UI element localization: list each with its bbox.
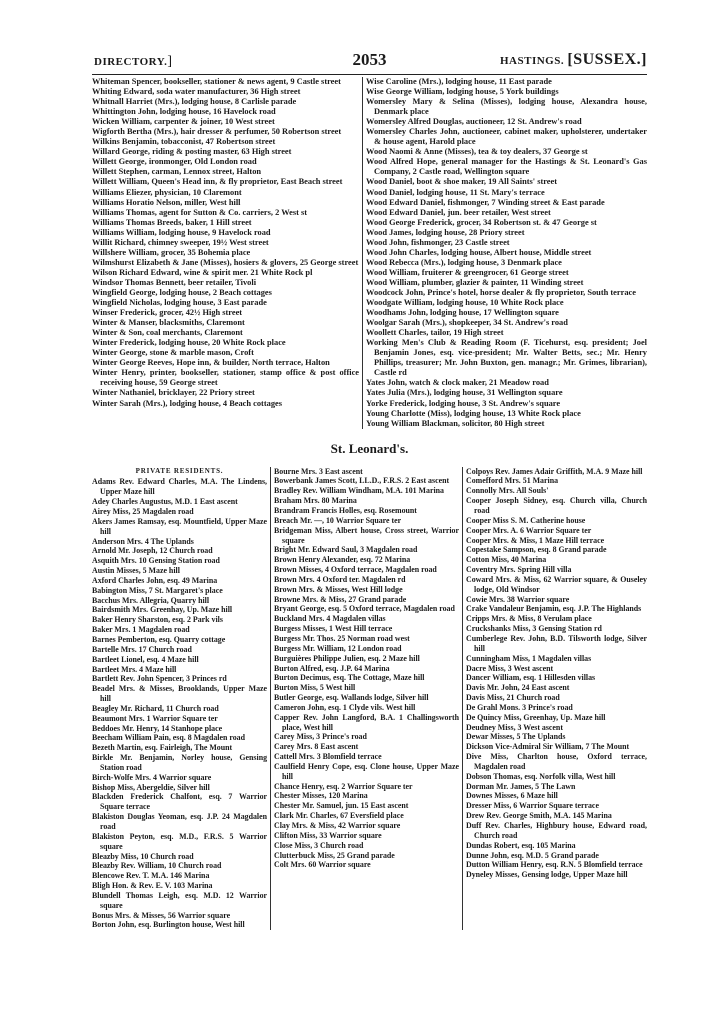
list-item: Barnes Pemberton, esq. Quarry cottage	[92, 634, 226, 644]
list-item: Coward Mrs. & Miss, 62 Warrior square, & Ouseley lodge, Old Windsor	[466, 574, 647, 594]
list-item: Butler George, esq. Wallands lodge, Silver hill	[274, 693, 429, 703]
list-item: Windsor Thomas Bennett, beer retailer, Tivoli	[92, 277, 257, 287]
list-item: Winter George Reeves, Hope inn, & builder, North terrace, Halton	[92, 358, 330, 368]
list-item: Dacre Miss, 3 West ascent	[466, 663, 554, 673]
list-item: Asquith Mrs. 10 Gensing Station road	[92, 556, 220, 566]
list-item: Woolgar Sarah (Mrs.), shopkeeper, 34 St. Andrew's road	[366, 318, 568, 328]
st-leonards-column-1	[92, 467, 271, 931]
list-item: Bridgeman Miss, Albert house, Cross street, Warrior square	[274, 525, 459, 545]
list-item: Womersley Charles John, auctioneer, cabinet maker, upholsterer, undertaker & house agent, Harold place	[366, 127, 647, 147]
list-item: Cattell Mrs. 3 Blomfield terrace	[274, 752, 382, 762]
list-item: Birch-Wolfe Mrs. 4 Warrior square	[92, 772, 212, 782]
running-head-right: HASTINGS. [SUSSEX.]	[500, 51, 647, 68]
list-item: Wood Daniel, boot & shoe maker, 19 All Saints' street	[366, 177, 558, 187]
list-item: Blakiston Douglas Yeoman, esq. J.P. 24 Magdalen road	[92, 812, 268, 832]
list-item: Wood James, lodging house, 28 Priory street	[366, 227, 525, 237]
list-item: Dyneley Misses, Gensing lodge, Upper Maze hill	[466, 870, 628, 880]
list-item: Cunningham Miss, 1 Magdalen villas	[466, 653, 592, 663]
list-item: Bartlett Rev. John Spencer, 3 Princes rd	[92, 674, 227, 684]
list-item: Burgess Mr. William, 12 London road	[274, 643, 402, 653]
list-item: Young William Blackman, solicitor, 80 High street	[366, 418, 545, 428]
st-leonards-column-1-entries	[92, 477, 267, 930]
list-item: Wood William, plumber, glazier & painter, 11 Winding street	[366, 277, 584, 287]
list-item: Yates John, watch & clock maker, 21 Meadow road	[366, 378, 549, 388]
list-item: Woodgate William, lodging house, 10 White Rock place	[366, 298, 564, 308]
page-header	[92, 48, 647, 70]
list-item: Bowerbank James Scott, LL.D., F.R.S. 2 East ascent	[274, 476, 450, 486]
list-item: Cripps Mrs. & Miss, 8 Verulam place	[466, 614, 592, 624]
list-item: Bacchus Mrs. Allegria, Quarry hill	[92, 595, 210, 605]
list-item: Willshere William, grocer, 35 Bohemia place	[92, 247, 251, 257]
list-item: Dancer William, esq. 1 Hillesden villas	[466, 673, 596, 683]
list-item: Dresser Miss, 6 Warrior Square terrace	[466, 801, 599, 811]
list-item: Bartelle Mrs. 17 Church road	[92, 644, 192, 654]
list-item: Wood Edward Daniel, fishmonger, 7 Winding street & East parade	[366, 197, 605, 207]
list-item: Winter Henry, printer, bookseller, stationer, stamp office & post office receiving house, 59 George street	[92, 368, 360, 388]
list-item: Deudney Miss, 3 West ascent	[466, 722, 563, 732]
list-item: Woodcock John, Prince's hotel, horse dealer & fly proprietor, South terrace	[366, 287, 636, 297]
list-item: Cameron John, esq. 1 Clyde vils. West hill	[274, 702, 416, 712]
list-item: Bligh Hon. & Rev. E. V. 103 Marina	[92, 881, 213, 891]
list-item: Chance Henry, esq. 2 Warrior Square ter	[274, 781, 413, 791]
list-item: Bairdsmith Mrs. Greenhay, Up. Maze hill	[92, 605, 233, 615]
list-item: Bleazby Miss, 10 Church road	[92, 851, 194, 861]
list-item: Wood John Charles, lodging house, Albert house, Middle street	[366, 247, 592, 257]
list-item: Dobson Thomas, esq. Norfolk villa, West hill	[466, 771, 616, 781]
list-item: Clifton Miss, 33 Warrior square	[274, 830, 382, 840]
list-item: Carey Miss, 3 Prince's road	[274, 732, 367, 742]
list-item: Winter & Manser, blacksmiths, Claremont	[92, 318, 245, 328]
section-title: St. Leonard's.	[330, 440, 409, 456]
list-item: Cruckshanks Miss, 3 Gensing Station rd	[466, 624, 602, 634]
running-head-left: DIRECTORY.]	[94, 54, 173, 69]
list-item: Bishop Miss, Abergeldie, Silver hill	[92, 782, 210, 792]
st-leonards-listing	[92, 467, 647, 931]
section-subheading: PRIVATE RESIDENTS.	[135, 466, 224, 475]
list-item: Axford Charles John, esq. 49 Marina	[92, 575, 218, 585]
list-item: Woodhams John, lodging house, 17 Wellington square	[366, 308, 559, 318]
list-item: Wood Naomi & Anne (Misses), tea & toy dealers, 37 George st	[366, 147, 588, 157]
header-rule	[92, 74, 647, 75]
list-item: Colt Mrs. 60 Warrior square	[274, 860, 371, 870]
list-item: Wood Rebecca (Mrs.), lodging house, 3 Denmark place	[366, 257, 562, 267]
list-item: Williams Eliezer, physician, 10 Claremont	[92, 187, 242, 197]
list-item: Browne Mrs. & Miss, 27 Grand parade	[274, 594, 407, 604]
list-item: Dundas Robert, esq. 105 Marina	[466, 840, 576, 850]
list-item: Clark Mr. Charles, 67 Eversfield place	[274, 811, 404, 821]
st-leonards-column-3	[463, 467, 647, 931]
list-item: Bright Mr. Edward Saul, 3 Magdalen road	[274, 545, 418, 555]
list-item: Wood William, fruiterer & greengrocer, 61 George street	[366, 267, 569, 277]
list-item: Woollett Charles, tailor, 19 High street	[366, 328, 504, 338]
list-item: Willard George, riding & posting master, 63 High street	[92, 147, 292, 157]
list-item: Wigforth Bertha (Mrs.), hair dresser & perfumer, 50 Robertson street	[92, 127, 342, 137]
list-item: Willit Richard, chimney sweeper, 19½ West street	[92, 237, 269, 247]
list-item: De Grahl Mons. 3 Prince's road	[466, 702, 573, 712]
list-item: Wingfield George, lodging house, 2 Beach cottages	[92, 287, 272, 297]
list-item: Whiting Edward, soda water manufacturer, 36 High street	[92, 87, 301, 97]
list-item: Bartleet Lionel, esq. 4 Maze hill	[92, 654, 199, 664]
st-leonards-column-2	[271, 467, 463, 931]
list-item: Airey Miss, 25 Magdalen road	[92, 507, 194, 517]
list-item: Winser Frederick, grocer, 42½ High street	[92, 308, 243, 318]
list-item: Brown Mrs. 4 Oxford ter. Magdalen rd	[274, 574, 406, 584]
list-item: Whittington John, lodging house, 16 Havelock road	[92, 107, 276, 117]
list-item: Womersley Mary & Selina (Misses), lodging house, Alexandra house, Denmark place	[366, 97, 647, 117]
list-item: Wicken William, carpenter & joiner, 10 West street	[92, 117, 275, 127]
list-item: Davis Mr. John, 24 East ascent	[466, 683, 570, 693]
list-item: Davis Miss, 21 Church road	[466, 693, 560, 703]
list-item: De Quincy Miss, Greenhay, Up. Maze hill	[466, 712, 606, 722]
list-item: Winter & Son, coal merchants, Claremont	[92, 328, 243, 338]
list-item: Blackden Frederick Chalfont, esq. 7 Warrior Square terrace	[92, 792, 268, 812]
list-item: Akers James Ramsay, esq. Mountfield, Upper Maze hill	[92, 516, 268, 536]
list-item: Blencowe Rev. T. M.A. 146 Marina	[92, 871, 210, 881]
list-item: Beadel Mrs. & Misses, Brooklands, Upper Maze hill	[92, 684, 268, 704]
list-item: Clutterbuck Miss, 25 Grand parade	[274, 850, 395, 860]
list-item: Wise George William, lodging house, 5 York buildings	[366, 87, 559, 97]
list-item: Cooper Joseph Sidney, esq. Church villa, Church road	[466, 496, 647, 516]
list-item: Carey Mrs. 8 East ascent	[274, 742, 359, 752]
list-item: Winter George, stone & marble mason, Croft	[92, 348, 254, 358]
list-item: Blakiston Peyton, esq. M.D., F.R.S. 5 Warrior square	[92, 831, 268, 851]
list-item: Young Charlotte (Miss), lodging house, 13 White Rock place	[366, 408, 581, 418]
list-item: Bradley Rev. William Windham, M.A. 101 Marina	[274, 486, 444, 496]
list-item: Anderson Mrs. 4 The Uplands	[92, 536, 194, 546]
list-item: Williams Horatio Nelson, miller, West hill	[92, 197, 241, 207]
list-item: Wood George Frederick, grocer, 34 Robertson st. & 47 George st	[366, 217, 597, 227]
hastings-column-2	[363, 77, 647, 429]
list-item: Burton Miss, 5 West hill	[274, 683, 356, 693]
list-item: Williams Thomas, agent for Sutton & Co. carriers, 2 West st	[92, 207, 308, 217]
list-item: Dive Miss, Charlton house, Oxford terrace, Magdalen road	[466, 752, 647, 771]
list-item: Beaumont Mrs. 1 Warrior Square ter	[92, 713, 218, 723]
list-item: Cowie Mrs. 38 Warrior square	[466, 594, 570, 604]
list-item: Williams William, lodging house, 9 Havelock road	[92, 227, 271, 237]
list-item: Whitnall Harriet (Mrs.), lodging house, 8 Carlisle parade	[92, 97, 297, 107]
list-item: Baker Mrs. 1 Magdalen road	[92, 625, 190, 635]
list-item: Chester Misses, 120 Marina	[274, 791, 368, 801]
list-item: Copestake Sampson, esq. 8 Grand parade	[466, 545, 607, 555]
list-item: Winter Sarah (Mrs.), lodging house, 4 Beach cottages	[92, 398, 282, 408]
list-item: Wilmshurst Elizabeth & Jane (Misses), hosiers & glovers, 25 George street	[92, 257, 359, 267]
list-item: Austin Misses, 5 Maze hill	[92, 566, 180, 576]
list-item: Close Miss, 3 Church road	[274, 840, 364, 850]
list-item: Dickson Vice-Admiral Sir William, 7 The Mount	[466, 742, 630, 752]
page-number: 2053	[352, 50, 387, 69]
list-item: Bourne Mrs. 3 East ascent	[274, 466, 363, 476]
list-item: Willett William, Queen's Head inn, & fly proprietor, East Beach street	[92, 177, 343, 187]
list-item: Wood Alfred Hope, general manager for the Hastings & St. Leonard's Gas Company, 2 Castle road, Wellington square	[366, 157, 647, 177]
list-item: Borton John, esq. Burlington house, West hill	[92, 920, 245, 930]
list-item: Beecham William Pain, esq. 8 Magdalen road	[92, 733, 245, 743]
list-item: Working Men's Club & Reading Room (F. Ticehurst, esq. president; Joel Benjamin Jones, esq. vice-president; Mr. Walter Betts, sec.; Mr. Henry Phillips, treasurer; Mr. John Buxton, gen. managr.; Mr. Grimes, librarian), Castle rd	[366, 338, 647, 378]
list-item: Burgess Misses, 1 West Hill terrace	[274, 624, 393, 634]
list-item: Blundell Thomas Leigh, esq. M.D. 12 Warrior square	[92, 890, 268, 910]
list-item: Caulfield Henry Cope, esq. Clone house, Upper Maze hill	[274, 761, 459, 781]
list-item: Coventry Mrs. Spring Hill villa	[466, 565, 572, 575]
list-item: Bleazby Rev. William, 10 Church road	[92, 861, 222, 871]
list-item: Williams Thomas Breeds, baker, 1 Hill street	[92, 217, 252, 227]
list-item: Willett George, ironmonger, Old London road	[92, 157, 257, 167]
list-item: Brown Mrs. & Misses, West Hill lodge	[274, 584, 403, 594]
list-item: Brown Misses, 4 Oxford terrace, Magdalen road	[274, 565, 437, 575]
list-item: Comefford Mrs. 51 Marina	[466, 476, 559, 486]
list-item: Willett Stephen, carman, Lennox street, Halton	[92, 167, 262, 177]
directory-page	[92, 48, 647, 930]
list-item: Downes Misses, 6 Maze hill	[466, 791, 558, 801]
list-item: Duff Rev. Charles, Highbury house, Edward road, Church road	[466, 821, 647, 840]
list-item: Whiteman Spencer, bookseller, stationer & news agent, 9 Castle street	[92, 77, 341, 86]
list-item: Beagley Mr. Richard, 11 Church road	[92, 703, 219, 713]
list-item: Adey Charles Augustus, M.D. 1 East ascent	[92, 497, 238, 507]
list-item: Chester Mr. Samuel, jun. 15 East ascent	[274, 801, 409, 811]
list-item: Baker Henry Sharston, esq. 2 Park vils	[92, 615, 223, 625]
list-item: Birkle Mr. Benjamin, Norley house, Gensing Station road	[92, 753, 268, 772]
list-item: Bartleet Mrs. 4 Maze hill	[92, 664, 177, 674]
list-item: Wilkins Benjamin, tobacconist, 47 Robertson street	[92, 137, 276, 147]
list-item: Bezeth Martin, esq. Fairleigh, The Mount	[92, 743, 233, 753]
list-item: Drew Rev. George Smith, M.A. 145 Marina	[466, 811, 612, 821]
list-item: Winter Frederick, lodging house, 20 White Rock place	[92, 338, 286, 348]
list-item: Buckland Mrs. 4 Magdalen villas	[274, 614, 386, 624]
list-item: Cooper Miss S. M. Catherine house	[466, 515, 586, 525]
list-item: Winter Nathaniel, bricklayer, 22 Priory street	[92, 388, 255, 398]
list-item: Wood John, fishmonger, 23 Castle street	[366, 237, 510, 247]
list-item: Bonus Mrs. & Misses, 56 Warrior square	[92, 910, 231, 920]
list-item: Crake Vandaleur Benjamin, esq. J.P. The Highlands	[466, 604, 642, 614]
list-item: Wood Edward Daniel, jun. beer retailer, West street	[366, 207, 551, 217]
list-item: Wingfield Nicholas, lodging house, 3 East parade	[92, 298, 267, 308]
list-item: Burton Decimus, esq. The Cottage, Maze hill	[274, 673, 425, 683]
hastings-listing	[92, 77, 647, 429]
list-item: Babington Miss, 7 St. Margaret's place	[92, 585, 223, 595]
list-item: Wood Daniel, lodging house, 11 St. Mary's terrace	[366, 187, 545, 197]
list-item: Colpoys Rev. James Adair Griffith, M.A. 9 Maze hill	[466, 466, 643, 476]
list-item: Yates Julia (Mrs.), lodging house, 31 Wellington square	[366, 388, 563, 398]
list-item: Womersley Alfred Douglas, auctioneer, 12 St. Andrew's road	[366, 117, 582, 127]
list-item: Burguières Philippe Julien, esq. 2 Maze hill	[274, 653, 420, 663]
list-item: Connolly Mrs. All Souls'	[466, 486, 549, 496]
list-item: Cooper Mrs. A. 6 Warrior Square ter	[466, 525, 592, 535]
list-item: Wilson Richard Edward, wine & spirit mer. 21 White Rock pl	[92, 267, 313, 277]
list-item: Yorke Frederick, lodging house, 3 St. Andrew's square	[366, 398, 561, 408]
list-item: Burton Alfred, esq. J.P. 64 Marina	[274, 663, 390, 673]
list-item: Dunne John, esq. M.D. 5 Grand parade	[466, 850, 599, 860]
list-item: Clay Mrs. & Miss, 42 Warrior square	[274, 821, 401, 831]
list-item: Bryant George, esq. 5 Oxford terrace, Magdalen road	[274, 604, 455, 614]
list-item: Breach Mr. —, 10 Warrior Square ter	[274, 515, 402, 525]
list-item: Dewar Misses, 5 The Uplands	[466, 732, 566, 742]
list-item: Wise Caroline (Mrs.), lodging house, 11 East parade	[366, 77, 552, 86]
list-item: Cotton Miss, 40 Marina	[466, 555, 547, 565]
list-item: Beddoes Mr. Henry, 14 Stanhope place	[92, 723, 223, 733]
list-item: Dorman Mr. James, 5 The Lawn	[466, 781, 576, 791]
list-item: Cumberlege Rev. John, B.D. Tilsworth lodge, Silver hill	[466, 633, 647, 653]
list-item: Cooper Mrs. & Miss, 1 Maze Hill terrace	[466, 535, 605, 545]
hastings-column-1	[92, 77, 363, 429]
list-item: Burgess Mr. Thos. 25 Norman road west	[274, 633, 410, 643]
list-item: Brown Henry Alexander, esq. 72 Marina	[274, 555, 411, 565]
list-item: Adams Rev. Edward Charles, M.A. The Lindens, Upper Maze hill	[92, 477, 268, 497]
list-item: Brandram Francis Holles, esq. Rosemount	[274, 506, 417, 516]
list-item: Braham Mrs. 80 Marina	[274, 496, 357, 506]
list-item: Dutton William Henry, esq. R.N. 5 Blomfield terrace	[466, 860, 643, 870]
list-item: Arnold Mr. Joseph, 12 Church road	[92, 546, 213, 556]
list-item: Capper Rev. John Langford, B.A. 1 Challingsworth place, West hill	[274, 712, 459, 732]
